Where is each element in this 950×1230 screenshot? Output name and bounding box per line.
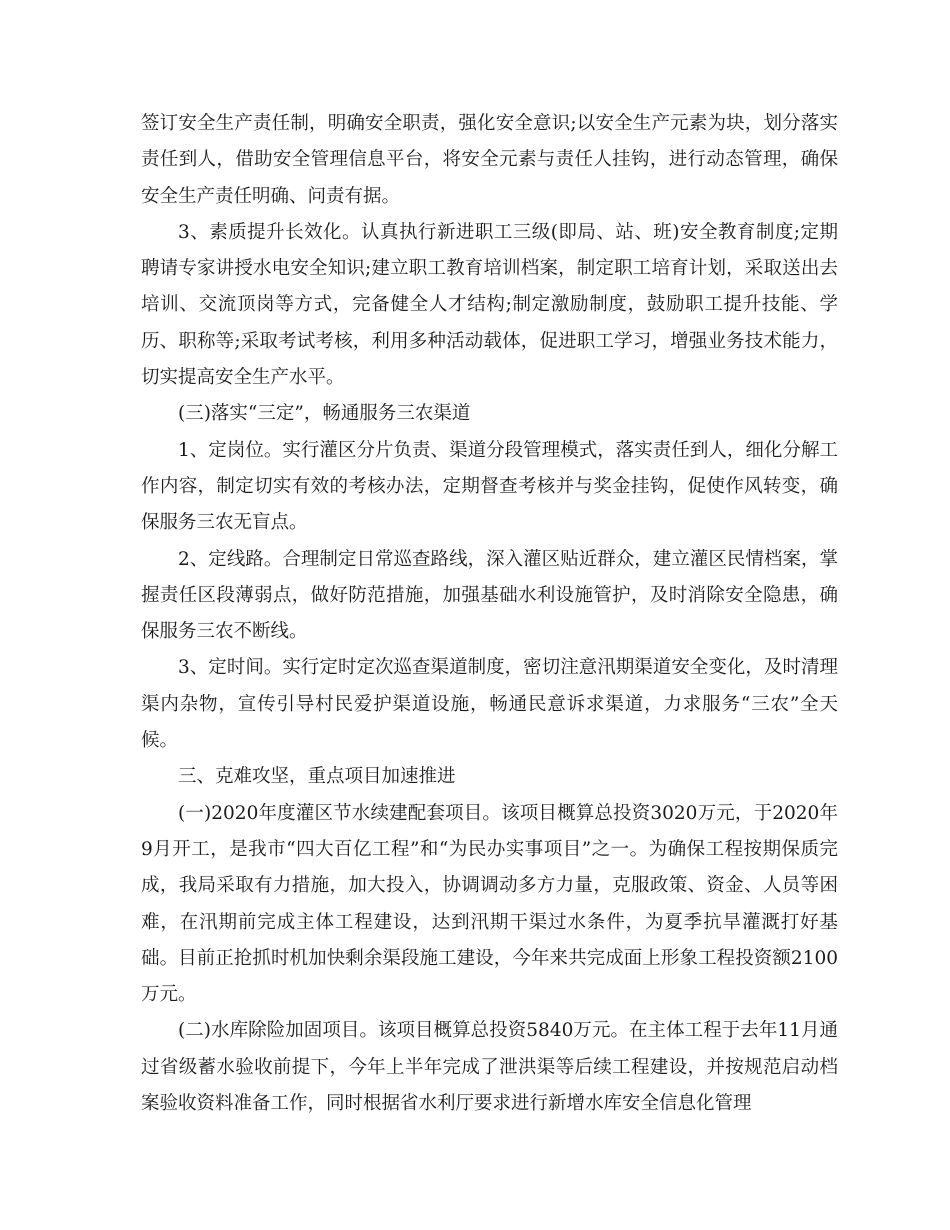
paragraph-fixed-time: 3、定时间。实行定时定次巡查渠道制度，密切注意汛期渠道安全变化，及时清理渠内杂物，宣传引导村民爱护渠道设施，畅通民意诉求渠道，力求服务“三农”全天候。	[141, 657, 838, 752]
section-heading-key-projects: 三、克难攻坚，重点项目加速推进	[178, 766, 456, 788]
paragraph-responsibility: 签订安全生产责任制，明确安全职责，强化安全意识;以安全生产元素为块，划分落实责任到人，借助安全管理信息平台，将安全元素与责任人挂钩，进行动态管理，确保安全生产责任明确、问责有据。	[141, 113, 838, 207]
paragraph-reservoir-project: (二)水库除险加固项目。该项目概算总投资5840万元。在主体工程于去年11月通过省级蓄水验收前提下，今年上半年完成了泄洪渠等后续工程建设，并按规范启动档案验收资料准备工作，同时根据省水利厅要求进行新增水库安全信息化管理	[141, 1020, 838, 1115]
paragraph-fixed-route: 2、定线路。合理制定日常巡查路线，深入灌区贴近群众，建立灌区民情档案，掌握责任区段薄弱点，做好防范措施，加强基础水利设施管护，及时消除安全隐患，确保服务三农不断线。	[141, 548, 838, 643]
paragraph-fixed-post: 1、定岗位。实行灌区分片负责、渠道分段管理模式，落实责任到人，细化分解工作内容，制定切实有效的考核办法，定期督查考核并与奖金挂钩，促使作风转变，确保服务三农无盲点。	[141, 439, 838, 534]
paragraph-irrigation-project: (一)2020年度灌区节水续建配套项目。该项目概算总投资3020万元，于2020年9月开工，是我市“四大百亿工程”和“为民办实事项目”之一。为确保工程按期保质完成，我局采取有力措施，加大投入，协调调动多方力量，克服政策、资金、人员等困难，在汛期前完成主体工程建设，达到汛期干渠过水条件，为夏季抗旱灌溉打好基础。目前正抢抓时机加快剩余渠段施工建设，今年来共完成面上形象工程投资额2100万元。	[141, 802, 838, 1006]
paragraph-quality-improvement: 3、素质提升长效化。认真执行新进职工三级(即局、站、班)安全教育制度;定期聘请专家讲授水电安全知识;建立职工教育培训档案，制定职工培育计划，采取送出去培训、交流顶岗等方式，完备健全人才结构;制定激励制度，鼓励职工提升技能、学历、职称等;采取考试考核，利用多种活动载体，促进职工学习，增强业务技术能力，切实提高安全生产水平。	[141, 221, 838, 389]
section-heading-three-fixed: (三)落实“三定”，畅通服务三农渠道	[178, 403, 471, 425]
